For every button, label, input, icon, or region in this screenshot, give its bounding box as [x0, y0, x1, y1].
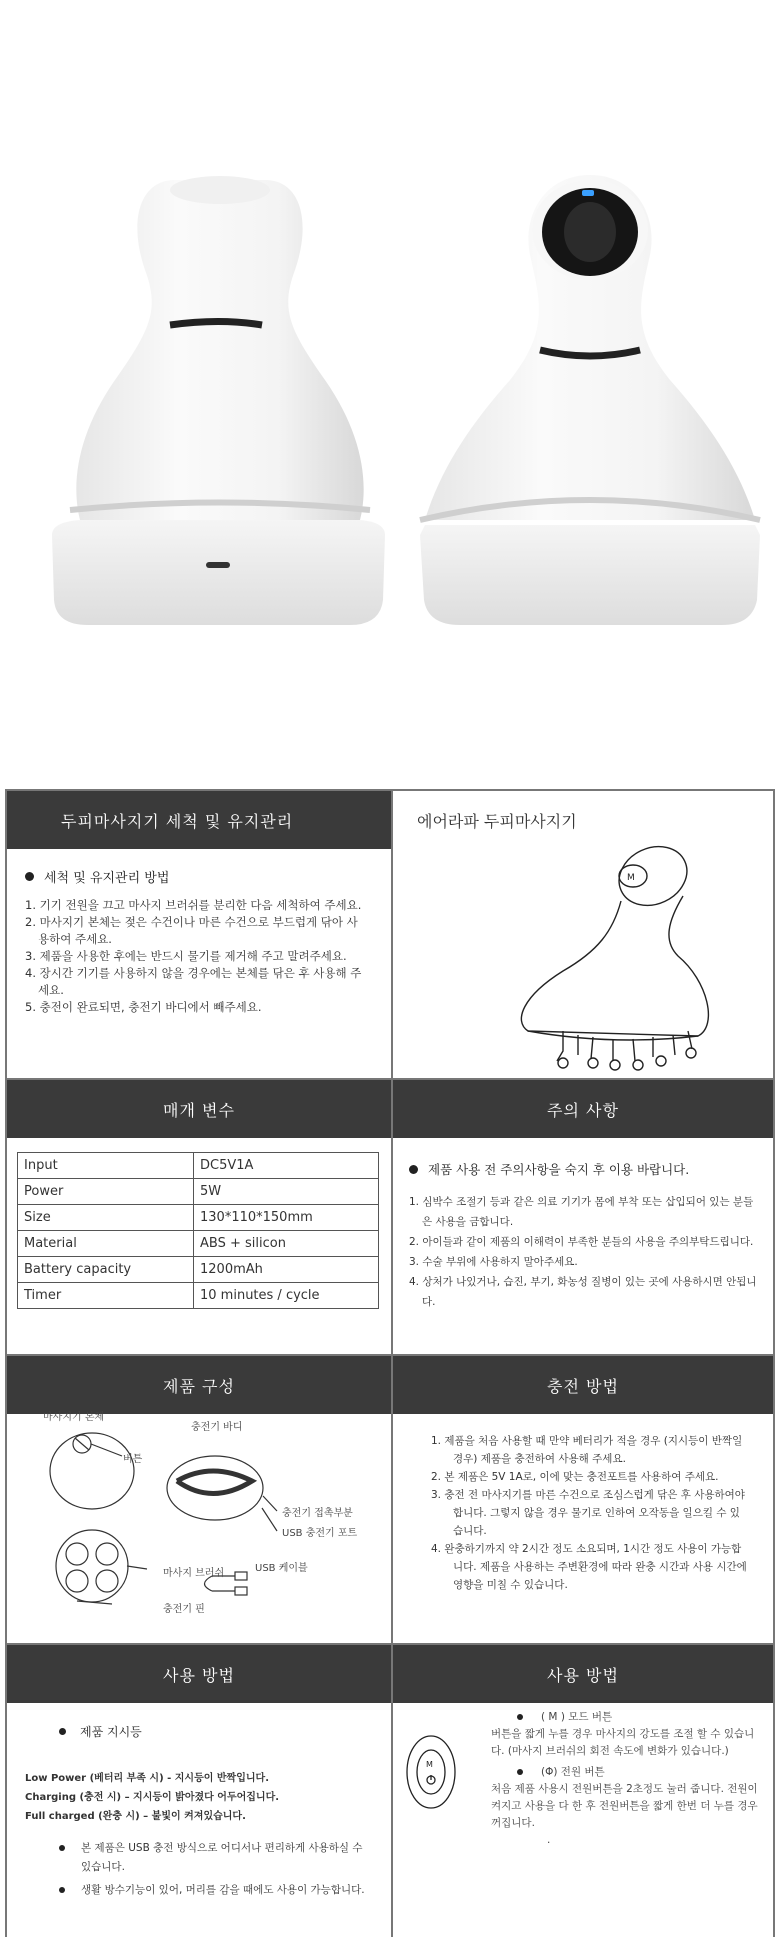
spec-value: ABS + silicon — [194, 1231, 379, 1257]
button-descriptions — [491, 1709, 767, 1849]
list-item: 4. 완충하기까지 약 2시간 정도 소요되며, 1시간 정도 사용이 가능합니다. 제품을 사용하는 주변환경에 따라 완충 시간과 사용 시간에 영향을 미칠 수 있습니다. — [431, 1543, 747, 1591]
usage-right-section — [393, 1645, 773, 1937]
massager-sketch — [503, 831, 753, 1076]
spec-value: 5W — [194, 1179, 379, 1205]
list-item: 2. 마사지기 본체는 젖은 수건이나 마른 수건으로 부드럽게 닦아 사용하여 주세요. — [25, 915, 358, 946]
list-item: 1. 기기 전원을 끄고 마사지 브러쉬를 분리한 다음 세척하여 주세요. — [25, 898, 362, 912]
charging-section — [393, 1356, 773, 1643]
bullet-icon — [25, 872, 34, 881]
mode-title-text: ( M ) 모드 버튼 — [541, 1711, 613, 1723]
note-text: 생활 방수기능이 있어, 머리를 감을 때에도 사용이 가능합니다. — [81, 1884, 365, 1896]
bullet-icon — [517, 1769, 523, 1775]
mode-desc: 버튼을 짧게 누를 경우 마사지의 강도를 조절 할 수 있습니다. (마사지 브러쉬의 회전 속도에 변화가 있습니다.) — [491, 1728, 755, 1757]
components-header: 제품 구성 — [7, 1356, 391, 1414]
usage-notes — [59, 1839, 373, 1900]
bullet-icon — [517, 1714, 523, 1720]
list-item: 3. 제품을 사용한 후에는 반드시 물기를 제거해 주고 말려주세요. — [25, 949, 347, 963]
power-title — [491, 1764, 767, 1781]
indicator-title-text: 제품 지시등 — [80, 1725, 142, 1739]
usage-left-section — [7, 1645, 391, 1937]
label-charger-contact: 충전기 접촉부분 — [282, 1508, 353, 1519]
list-item: 5. 충전이 완료되면, 충전기 바디에서 빼주세요. — [25, 1000, 262, 1014]
button-panel-sketch — [401, 1727, 471, 1822]
indicator-title — [59, 1723, 142, 1740]
note-text: 본 제품은 USB 충전 방식으로 어디서나 편리하게 사용하실 수 있습니다. — [81, 1842, 363, 1873]
list-item: 4. 상처가 나있거나, 습진, 부기, 화농성 질병이 있는 곳에 사용하시면 안됩니다. — [409, 1276, 757, 1308]
list-item: 3. 수술 부위에 사용하지 말아주세요. — [409, 1256, 578, 1268]
spec-value: 130*110*150mm — [194, 1205, 379, 1231]
spec-key: Battery capacity — [18, 1257, 194, 1283]
trailing-dot: . — [547, 1834, 551, 1846]
power-desc: 처음 제품 사용시 전원버튼을 2초정도 눌러 줍니다. 전원이 켜지고 사용을 다 한 후 전원버튼을 짧게 한번 더 누를 경우 꺼집니다. — [491, 1783, 758, 1829]
spec-value: 1200mAh — [194, 1257, 379, 1283]
svg-text:M: M — [426, 1760, 433, 1769]
cleaning-list — [25, 897, 365, 1016]
specs-section — [7, 1080, 391, 1354]
spec-key: Material — [18, 1231, 194, 1257]
indicator-full: Full charged (완충 시) – 불빛이 켜져있습니다. — [25, 1811, 246, 1822]
list-item: 4. 장시간 기기를 사용하지 않을 경우에는 본체를 닦은 후 사용해 주세요. — [25, 966, 362, 997]
list-item: 3. 충전 전 마사지기를 마른 수건으로 조심스럽게 닦은 후 사용하여야 합니다. 그렇지 않을 경우 물기로 인하여 오작동을 일으킬 수 있습니다. — [431, 1489, 745, 1537]
caution-subtitle — [409, 1160, 689, 1178]
label-body: 마사지기 본체 — [43, 1412, 105, 1423]
label-charger-pin: 충전기 핀 — [163, 1604, 205, 1615]
indicator-charging: Charging (충전 시) – 지시등이 밝아졌다 어두어집니다. — [25, 1792, 280, 1803]
device-side-view — [52, 176, 385, 625]
caution-header: 주의 사항 — [393, 1080, 773, 1138]
indicator-low: Low Power (베터리 부족 시) - 지시등이 반짝입니다. — [25, 1773, 269, 1784]
product-sketch-section — [393, 791, 773, 1078]
spec-key: Timer — [18, 1283, 194, 1309]
components-section — [7, 1356, 391, 1643]
power-title-text: (Φ) 전원 버튼 — [541, 1766, 605, 1778]
cleaning-header: 두피마사지기 세척 및 유지관리 — [7, 791, 391, 849]
list-item: 2. 본 제품은 5V 1A로, 이에 맞는 충전포트를 사용하여 주세요. — [431, 1471, 719, 1483]
mode-title — [491, 1709, 767, 1726]
label-usb-port: USB 충전기 포트 — [282, 1528, 358, 1539]
list-item: 1. 심박수 조절기 등과 같은 의료 기기가 몸에 부착 또는 삽입되어 있는 분들은 사용을 금합니다. — [409, 1196, 754, 1228]
spec-value: DC5V1A — [194, 1153, 379, 1179]
note-item — [59, 1839, 373, 1877]
note-item — [59, 1881, 373, 1900]
bullet-icon — [409, 1165, 418, 1174]
label-brush: 마사지 브러쉬 — [163, 1568, 225, 1579]
table-row — [18, 1257, 379, 1283]
caution-subtitle-text: 제품 사용 전 주의사항을 숙지 후 이용 바랍니다. — [428, 1162, 690, 1177]
product-name: 에어라파 두피마사지기 — [417, 812, 577, 831]
list-item: 1. 제품을 처음 사용할 때 만약 베터리가 적을 경우 (지시등이 반짝일 경우) 제품을 충전하여 사용해 주세요. — [431, 1435, 743, 1465]
bullet-icon — [59, 1728, 66, 1735]
device-front-view — [420, 175, 760, 625]
caution-list — [409, 1192, 759, 1312]
charging-list — [431, 1432, 749, 1594]
list-item: 2. 아이들과 같이 제품의 이해력이 부족한 분들의 사용을 주의부탁드립니다. — [409, 1236, 754, 1248]
bullet-icon — [59, 1887, 65, 1893]
svg-text:M: M — [627, 873, 635, 883]
table-row — [18, 1179, 379, 1205]
caution-section — [393, 1080, 773, 1354]
product-photo-illustration — [0, 0, 780, 760]
label-usb-cable: USB 케이블 — [255, 1563, 308, 1574]
cleaning-subtitle-text: 세척 및 유지관리 방법 — [44, 871, 170, 886]
cleaning-section — [7, 791, 391, 1078]
cleaning-subtitle — [25, 867, 169, 886]
spec-key: Size — [18, 1205, 194, 1231]
spec-value: 10 minutes / cycle — [194, 1283, 379, 1309]
usage-right-header: 사용 방법 — [393, 1645, 773, 1703]
table-row — [18, 1153, 379, 1179]
bullet-icon — [59, 1845, 65, 1851]
spec-key: Input — [18, 1153, 194, 1179]
label-button: 버튼 — [123, 1454, 143, 1465]
charging-header: 충전 방법 — [393, 1356, 773, 1414]
table-row — [18, 1205, 379, 1231]
product-photos — [0, 0, 780, 760]
table-row — [18, 1283, 379, 1309]
indicator-lines — [25, 1769, 375, 1826]
spec-key: Power — [18, 1179, 194, 1205]
usage-left-header: 사용 방법 — [7, 1645, 391, 1703]
spec-table — [17, 1152, 379, 1309]
specs-header: 매개 변수 — [7, 1080, 391, 1138]
table-row — [18, 1231, 379, 1257]
info-grid — [5, 789, 775, 1937]
label-charger-body: 충전기 바디 — [191, 1422, 243, 1433]
